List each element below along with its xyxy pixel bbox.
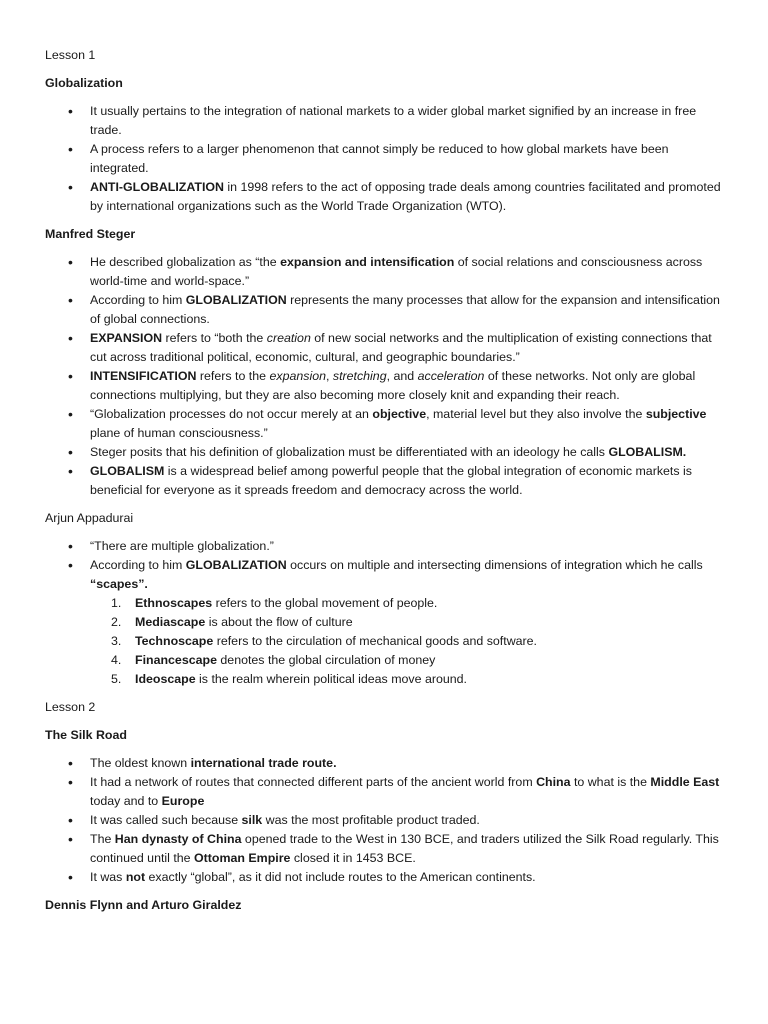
text-run: is the realm wherein political ideas move around.: [195, 672, 467, 686]
text-run: , material level but they also involve the: [426, 407, 646, 421]
bold-text: Middle East: [650, 775, 720, 789]
bold-text: Ideoscape: [135, 672, 196, 686]
text-run: ,: [325, 369, 333, 383]
bold-text: ANTI-GLOBALIZATION: [90, 180, 224, 194]
numbered-item: [111, 670, 725, 689]
list-item: [90, 754, 725, 773]
text-run: is a widespread belief among powerful people that the global integration of economic markets is beneficial for everyone as it spreads freedom and democracy across the world.: [90, 464, 692, 497]
list-item: [90, 291, 725, 329]
list-item: [90, 253, 725, 291]
text-run: The oldest known: [90, 756, 191, 770]
item-number: 2.: [111, 615, 122, 629]
text-run: represents the many processes that allow for the expansion and intensification of global connections.: [90, 293, 720, 326]
text-run: The: [90, 832, 115, 846]
text-run: is about the flow of culture: [205, 615, 353, 629]
bold-text: expansion and intensification: [280, 255, 455, 269]
list-item: [90, 329, 725, 367]
bold-text: not: [125, 870, 146, 884]
text-run: refers to the global movement of people.: [212, 596, 438, 610]
text-run: He described globalization as “the: [90, 255, 281, 269]
bold-text: Ethnoscapes: [135, 596, 213, 610]
list-item: [90, 405, 725, 443]
list-item: [90, 140, 725, 178]
italic-text: stretching: [332, 369, 387, 383]
bold-text: international trade route.: [190, 756, 337, 770]
bold-text: GLOBALISM: [90, 464, 165, 478]
bold-text: GLOBALISM.: [608, 445, 687, 459]
silk-road-heading: The Silk Road: [45, 728, 127, 742]
text-run: of these networks. Not only are global connections multiplying, but they are also becoming more closely knit and expanding their reach.: [90, 369, 696, 402]
globalization-heading: Globalization: [45, 76, 123, 90]
italic-text: expansion: [269, 369, 326, 383]
bold-text: EXPANSION: [90, 331, 163, 345]
text-run: “Globalization processes do not occur merely at an: [90, 407, 373, 421]
list-item: [90, 830, 725, 868]
bold-text: Financescape: [135, 653, 217, 667]
appadurai-list: [45, 537, 725, 689]
list-item: [90, 868, 725, 887]
silk-road-list: [45, 754, 725, 887]
italic-text: acceleration: [417, 369, 485, 383]
text-run: It was: [90, 870, 126, 884]
text-run: , and: [386, 369, 418, 383]
list-item: [90, 443, 725, 462]
text-run: refers to the: [196, 369, 270, 383]
lesson-2-label: Lesson 2: [45, 700, 96, 714]
bold-text: GLOBALIZATION: [185, 293, 287, 307]
numbered-item: [111, 613, 725, 632]
text-run: Steger posits that his definition of globalization must be differentiated with an ideology he calls: [90, 445, 609, 459]
steger-list: [45, 253, 725, 500]
text-run: exactly “global”, as it did not include routes to the American continents.: [145, 870, 536, 884]
list-item: [90, 556, 725, 689]
list-item: [90, 178, 725, 216]
bold-text: subjective: [645, 407, 707, 421]
bold-text: China: [536, 775, 571, 789]
text-run: refers to the circulation of mechanical goods and software.: [213, 634, 537, 648]
list-item: [90, 537, 725, 556]
text-run: It was called such because: [90, 813, 242, 827]
bold-text: “scapes”.: [90, 577, 148, 591]
text-run: to what is the: [570, 775, 651, 789]
text-run: was the most profitable product traded.: [262, 813, 480, 827]
text-run: It usually pertains to the integration of national markets to a wider global market signified by an increase in free trade.: [90, 104, 697, 137]
bold-text: Technoscape: [135, 634, 214, 648]
list-item: [90, 462, 725, 500]
bold-text: silk: [241, 813, 263, 827]
document-page: [45, 46, 725, 924]
scapes-list: [90, 594, 725, 689]
item-number: 4.: [111, 653, 122, 667]
text-run: occurs on multiple and intersecting dimensions of integration which he calls: [286, 558, 703, 572]
text-run: closed it in 1453 BCE.: [290, 851, 416, 865]
bold-text: GLOBALIZATION: [185, 558, 287, 572]
text-run: According to him: [90, 558, 186, 572]
list-item: [90, 773, 725, 811]
italic-text: creation: [266, 331, 311, 345]
list-item: [90, 102, 725, 140]
item-number: 5.: [111, 672, 122, 686]
list-item: [90, 811, 725, 830]
bold-text: Mediascape: [135, 615, 206, 629]
lesson-1-label: Lesson 1: [45, 48, 96, 62]
text-run: today and to: [90, 794, 162, 808]
bold-text: Europe: [161, 794, 205, 808]
text-run: of new social networks and the multiplication of existing connections that cut across traditional political, economic, cultural, and geographic boundaries.”: [90, 331, 712, 364]
text-run: According to him: [90, 293, 186, 307]
bold-text: objective: [372, 407, 427, 421]
text-run: A process refers to a larger phenomenon that cannot simply be reduced to how global markets have been integrated.: [90, 142, 669, 175]
text-run: in 1998 refers to the act of opposing trade deals among countries facilitated and promoted by international organizations such as the World Trade Organization (WTO).: [90, 180, 721, 213]
list-item: [90, 367, 725, 405]
numbered-item: [111, 632, 725, 651]
text-run: refers to “both the: [162, 331, 267, 345]
appadurai-heading: Arjun Appadurai: [45, 511, 134, 525]
globalization-list: [45, 102, 725, 216]
text-run: denotes the global circulation of money: [216, 653, 436, 667]
text-run: of social relations and consciousness across world-time and world-space.”: [90, 255, 703, 288]
bold-text: Han dynasty of China: [114, 832, 242, 846]
steger-heading: Manfred Steger: [45, 227, 136, 241]
item-number: 1.: [111, 596, 122, 610]
numbered-item: [111, 651, 725, 670]
text-run: opened trade to the West in 130 BCE, and traders utilized the Silk Road regularly. This continued until the: [90, 832, 719, 865]
text-run: “There are multiple globalization.”: [90, 539, 274, 553]
item-number: 3.: [111, 634, 122, 648]
text-run: plane of human consciousness.”: [90, 426, 268, 440]
bold-text: INTENSIFICATION: [90, 369, 197, 383]
text-run: It had a network of routes that connected different parts of the ancient world from: [90, 775, 537, 789]
flynn-giraldez-heading: Dennis Flynn and Arturo Giraldez: [45, 898, 242, 912]
numbered-item: [111, 594, 725, 613]
bold-text: Ottoman Empire: [194, 851, 291, 865]
